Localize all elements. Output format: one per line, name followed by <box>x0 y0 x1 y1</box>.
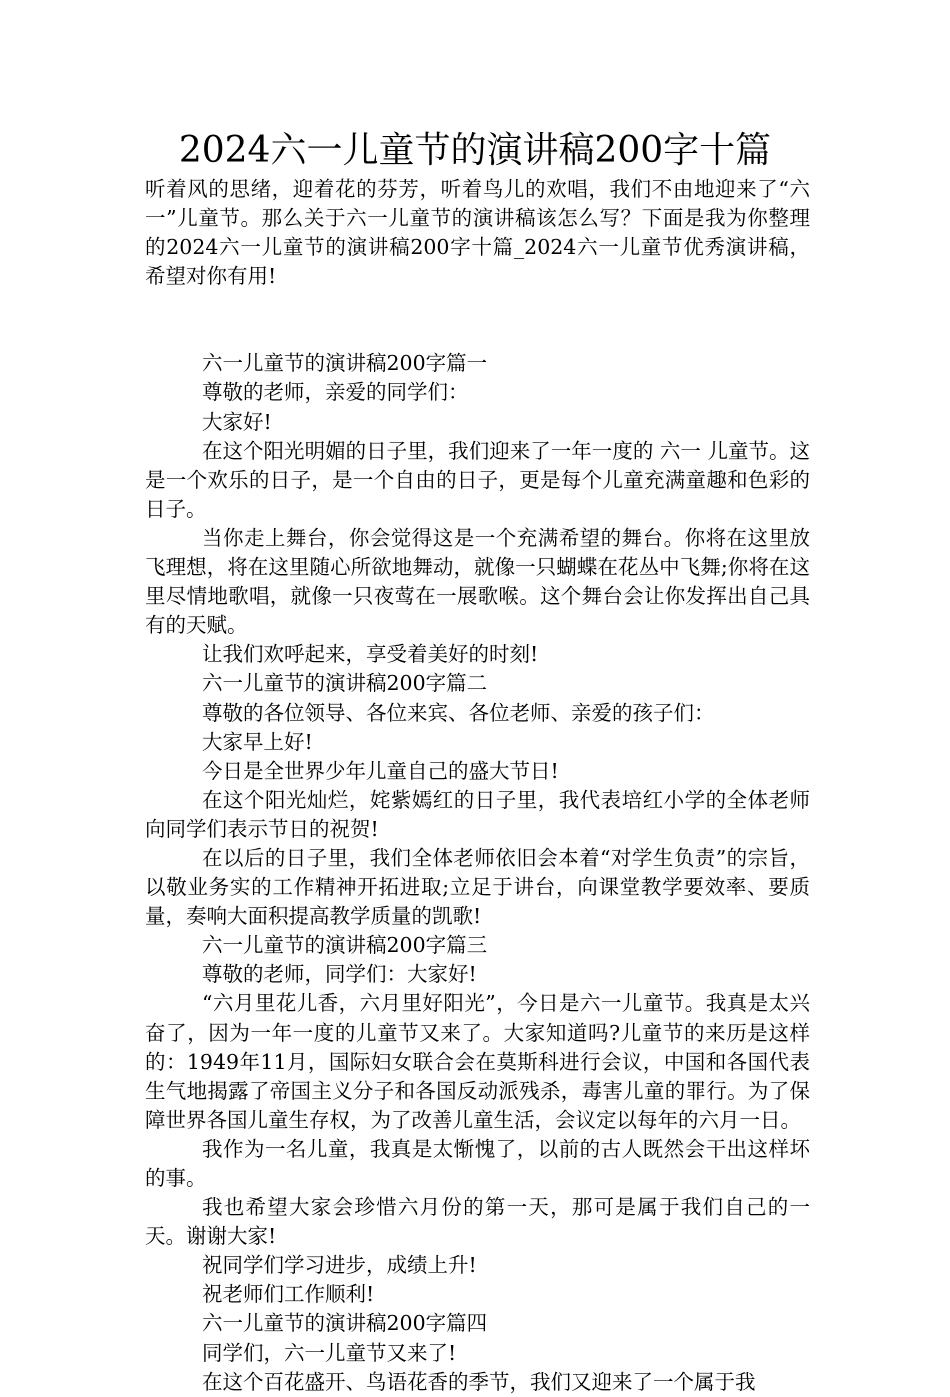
body-paragraph: 让我们欢呼起来，享受着美好的时刻! <box>202 642 539 667</box>
section-heading-4: 六一儿童节的演讲稿200字篇四 <box>202 1311 488 1336</box>
body-paragraph: 祝老师们工作顺利! <box>202 1282 375 1307</box>
greeting: 大家好! <box>202 409 272 434</box>
document-title: 2024六一儿童节的演讲稿200字十篇 <box>178 130 772 171</box>
section-heading-2: 六一儿童节的演讲稿200字篇二 <box>202 671 488 696</box>
intro-paragraph: 听着风的思绪，迎着花的芬芳，听着鸟儿的欢唱，我们不由地迎来了“六一”儿童节。那么关于六一儿童节的演讲稿该怎么写？下面是我为你整理的2024六一儿童节的演讲稿200字十篇_2024六一儿童节优秀演讲稿，希望对你有用! <box>145 177 810 289</box>
body-paragraph: 在以后的日子里，我们全体老师依旧会本着“对学生负责”的宗旨，以敬业务实的工作精神开拓进取;立足于讲台，向课堂教学要效率、要质量，奏响大面积提高教学质量的凯歌! <box>145 845 810 929</box>
paragraph-spacer <box>145 291 810 349</box>
greeting: 大家早上好! <box>202 729 313 754</box>
salutation: 同学们，六一儿童节又来了! <box>202 1340 457 1365</box>
salutation: 尊敬的老师，同学们：大家好! <box>202 962 477 987</box>
body-paragraph: 当你走上舞台，你会觉得这是一个充满希望的舞台。你将在这里放飞理想，将在这里随心所欲地舞动，就像一只蝴蝶在花丛中飞舞;你将在这里尽情地歌唱，就像一只夜莺在一展歌喉。这个舞台会让你发挥出自己具有的天赋。 <box>145 525 810 638</box>
body-paragraph: 我也希望大家会珍惜六月份的第一天，那可是属于我们自己的一天。谢谢大家! <box>145 1195 810 1249</box>
body-paragraph: 今日是全世界少年儿童自己的盛大节日! <box>202 758 559 783</box>
body-paragraph: 我作为一名儿童，我真是太惭愧了，以前的古人既然会干出这样坏的事。 <box>145 1136 810 1190</box>
salutation: 尊敬的各位领导、各位来宾、各位老师、亲爱的孩子们： <box>202 700 715 725</box>
body-paragraph: 在这个阳光灿烂，姹紫嫣红的日子里，我代表培红小学的全体老师向同学们表示节日的祝贺! <box>145 787 810 841</box>
section-heading-1: 六一儿童节的演讲稿200字篇一 <box>202 351 488 376</box>
body-paragraph: 祝同学们学习进步，成绩上升! <box>202 1253 477 1278</box>
section-heading-3: 六一儿童节的演讲稿200字篇三 <box>202 933 488 958</box>
body-paragraph: 在这个阳光明媚的日子里，我们迎来了一年一度的 六一 儿童节。这是一个欢乐的日子，是一个自由的日子，更是每个儿童充满童趣和色彩的日子。 <box>145 438 810 521</box>
body-paragraph: 在这个百花盛开、鸟语花香的季节，我们又迎来了一个属于我 <box>202 1369 756 1394</box>
salutation: 尊敬的老师，亲爱的同学们： <box>202 380 469 405</box>
body-paragraph: “六月里花儿香，六月里好阳光”，今日是六一儿童节。我真是太兴奋了，因为一年一度的儿童节又来了。大家知道吗?儿童节的来历是这样的：1949年11月，国际妇女联合会在莫斯科进行会议，中国和各国代表生气地揭露了帝国主义分子和各国反动派残杀，毒害儿童的罪行。为了保障世界各国儿童生存权，为了改善儿童生活，会议定以每年的六月一日。 <box>145 991 810 1132</box>
document-body <box>145 175 810 1397</box>
